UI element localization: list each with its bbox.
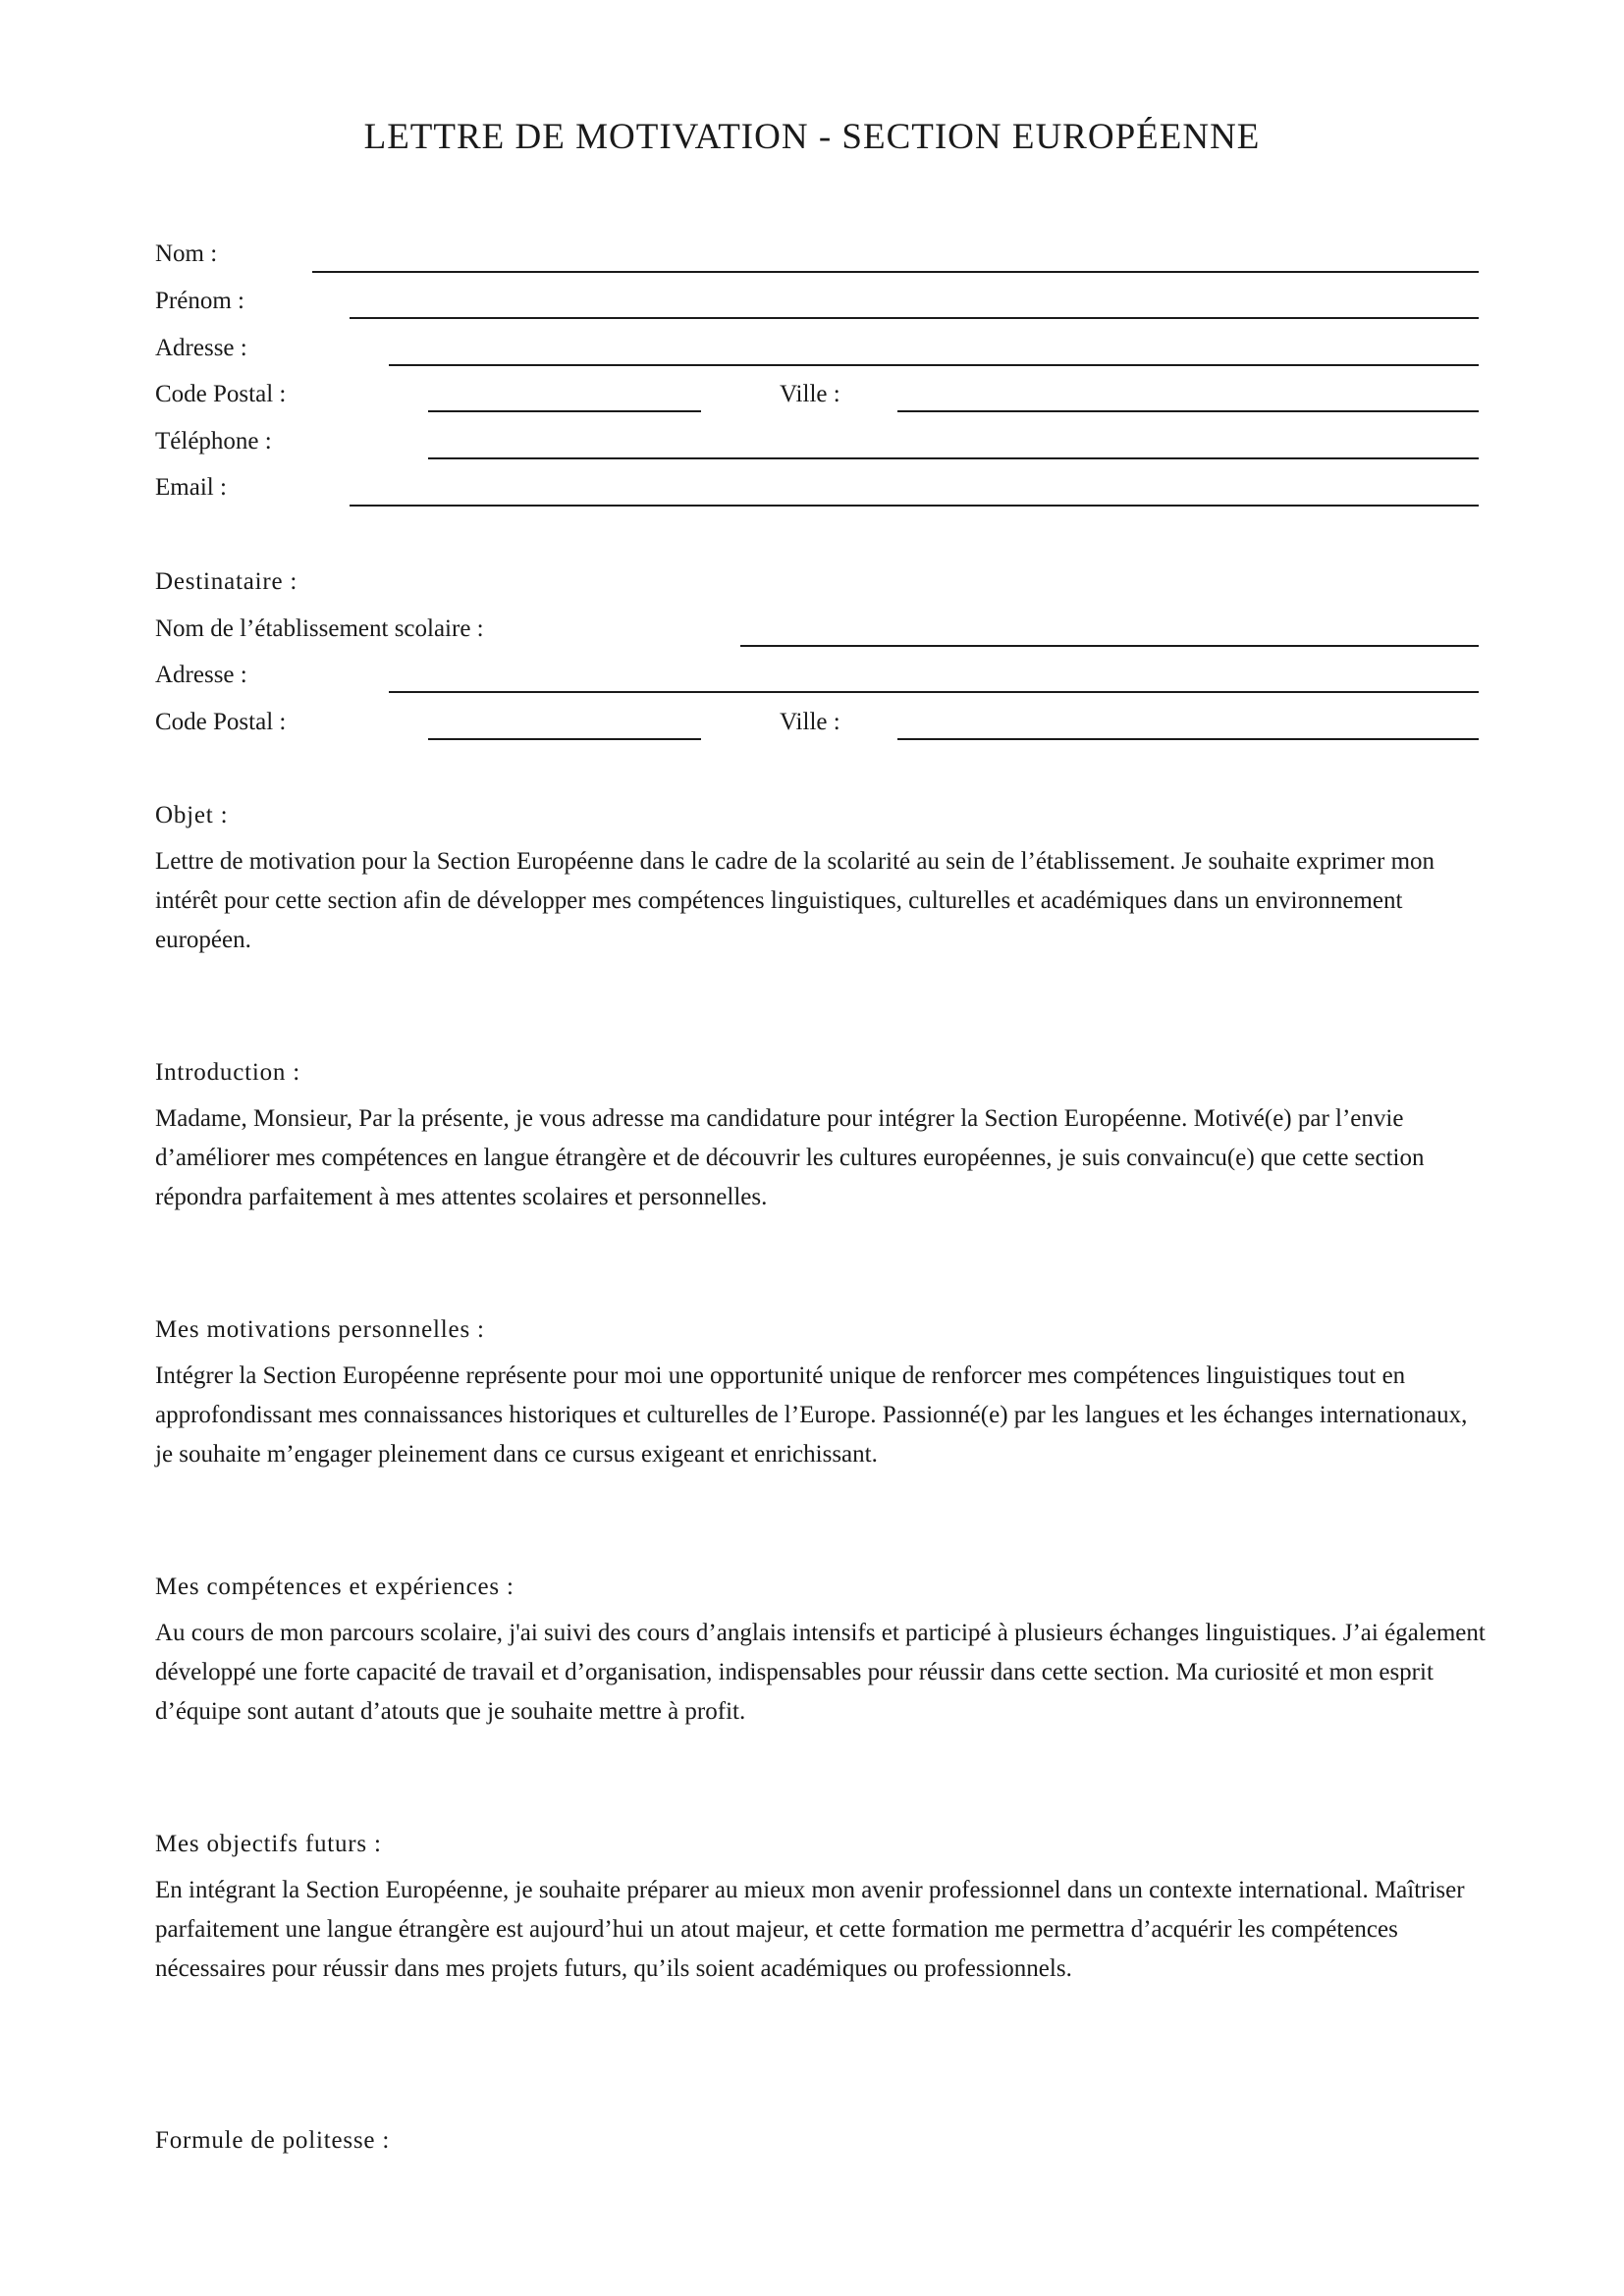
recipient-code-postal-label: Code Postal : [155, 709, 287, 735]
motivations-heading: Mes motivations personnelles : [155, 1316, 485, 1343]
sender-telephone-label: Téléphone : [155, 428, 272, 454]
recipient-adresse-label: Adresse : [155, 662, 247, 688]
recipient-ville-label: Ville : [780, 709, 840, 735]
sender-prenom-label: Prénom : [155, 288, 244, 314]
sender-prenom-line[interactable] [350, 317, 1479, 319]
recipient-etablissement-label: Nom de l’établissement scolaire : [155, 615, 484, 642]
sender-email-label: Email : [155, 474, 227, 501]
sender-adresse-label: Adresse : [155, 335, 247, 361]
competences-text: Au cours de mon parcours scolaire, j'ai suivi des cours d’anglais intensifs et participé à plusieurs échanges linguistiques. J’ai également développé une forte capacité de travail et d’organisation, indispensables pour réussir dans cette section. Ma curiosité et mon esprit d’équipe sont autant d’atouts que je souhaite mettre à profit. [155, 1620, 1486, 1725]
sender-email-line[interactable] [350, 505, 1479, 507]
sender-code-postal-label: Code Postal : [155, 381, 287, 407]
document-title: LETTRE DE MOTIVATION - SECTION EUROPÉENNE [363, 117, 1261, 157]
sender-code-postal-line[interactable] [428, 410, 701, 412]
objet-text: Lettre de motivation pour la Section Européenne dans le cadre de la scolarité au sein de l’établissement. Je souhaite exprimer mon intérêt pour cette section afin de développer mes compétences linguistiques, culturelles et académiques dans un environnement européen. [155, 848, 1435, 953]
sender-nom-label: Nom : [155, 240, 218, 267]
sender-ville-label: Ville : [780, 381, 840, 407]
introduction-text: Madame, Monsieur, Par la présente, je vous adresse ma candidature pour intégrer la Section Européenne. Motivé(e) par l’envie d’améliorer mes compétences en langue étrangère et de découvrir les cultures européennes, je suis convaincu(e) que cette section répondra parfaitement à mes attentes scolaires et personnelles. [155, 1105, 1425, 1210]
sender-telephone-line[interactable] [428, 457, 1479, 459]
recipient-etablissement-line[interactable] [740, 645, 1479, 647]
recipient-adresse-line[interactable] [389, 691, 1479, 693]
motivations-text: Intégrer la Section Européenne représente pour moi une opportunité unique de renforcer mes compétences linguistiques tout en approfondissant mes connaissances historiques et culturelles de l’Europe. Passionné(e) par les langues et les échanges internationaux, je souhaite m’engager pleinement dans ce cursus exigeant et enrichissant. [155, 1362, 1468, 1468]
competences-heading: Mes compétences et expériences : [155, 1574, 514, 1600]
introduction-heading: Introduction : [155, 1059, 300, 1086]
recipient-code-postal-line[interactable] [428, 738, 701, 740]
sender-adresse-line[interactable] [389, 364, 1479, 366]
sender-ville-line[interactable] [897, 410, 1479, 412]
objet-heading: Objet : [155, 802, 229, 828]
politesse-heading: Formule de politesse : [155, 2127, 391, 2154]
recipient-ville-line[interactable] [897, 738, 1479, 740]
objectifs-heading: Mes objectifs futurs : [155, 1831, 382, 1857]
objectifs-text: En intégrant la Section Européenne, je souhaite préparer au mieux mon avenir professionnel dans un contexte international. Maîtriser parfaitement une langue étrangère est aujourd’hui un atout majeur, et cette formation me permettra d’acquérir les compétences nécessaires pour réussir dans mes projets futurs, qu’ils soient académiques ou professionnels. [155, 1877, 1465, 1982]
sender-nom-line[interactable] [312, 271, 1479, 273]
recipient-heading: Destinataire : [155, 568, 298, 595]
